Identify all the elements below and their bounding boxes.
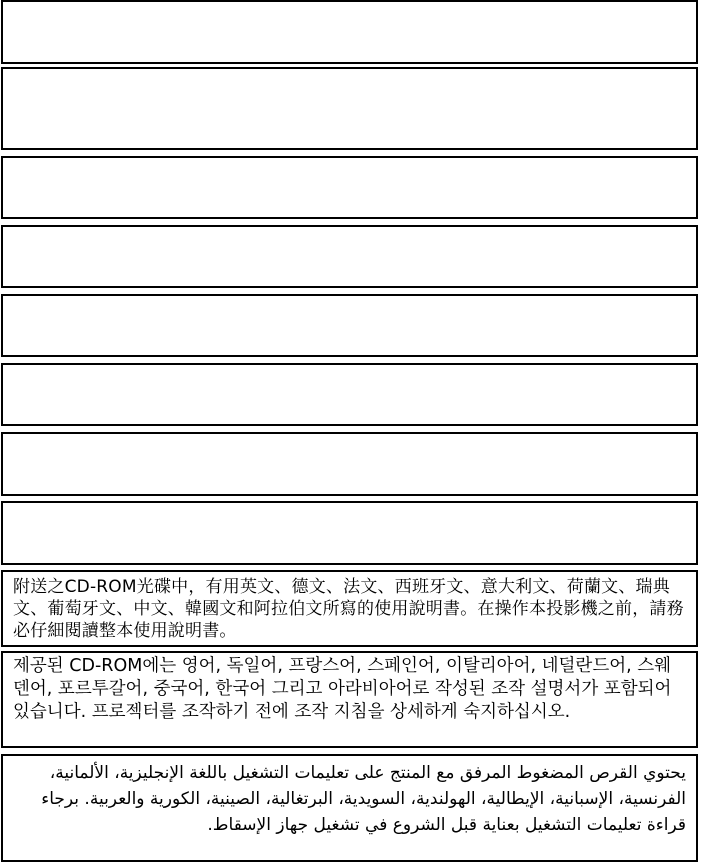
empty-box-2 bbox=[1, 67, 698, 150]
notice-text-korean: 제공된 CD-ROM에는 영어, 독일어, 프랑스어, 스페인어, 이탈리아어, 네덜란드어, 스웨덴어, 포르투갈어, 중국어, 한국어 그리고 아라비아어로 작성된 조작 설명서가 포함되어 있습니다. 프로젝터를 조작하기 전에 조작 지침을 상세하게 숙지하십시오. bbox=[13, 656, 672, 722]
notice-text-chinese: 附送之CD-ROM光碟中，有用英文、德文、法文、西班牙文、意大利文、荷蘭文、瑞典文、葡萄牙文、中文、韓國文和阿拉伯文所寫的使用說明書。在操作本投影機之前，請務必仔細閱讀整本使用說明書。 bbox=[13, 577, 684, 641]
empty-box-7 bbox=[1, 432, 698, 496]
empty-box-1 bbox=[1, 0, 698, 64]
notice-box-arabic bbox=[1, 754, 698, 862]
empty-box-3 bbox=[1, 156, 698, 219]
notice-box-chinese bbox=[1, 570, 698, 647]
notice-text-arabic: يحتوي القرص المضغوط المرفق مع المنتج على تعليمات التشغيل باللغة الإنجليزية، الألمانية، الفرنسية، الإسبانية، الإيطالية، الهولندية، السويدية، البرتغالية، الصينية، الكورية والعربية. برجاء قراءة تعليمات التشغيل بعناية قبل الشروع في تشغيل جهاز الإسقاط. bbox=[41, 763, 686, 835]
notice-box-korean bbox=[1, 651, 698, 748]
empty-box-8 bbox=[1, 501, 698, 565]
empty-box-6 bbox=[1, 363, 698, 426]
empty-box-5 bbox=[1, 294, 698, 357]
empty-box-4 bbox=[1, 225, 698, 288]
